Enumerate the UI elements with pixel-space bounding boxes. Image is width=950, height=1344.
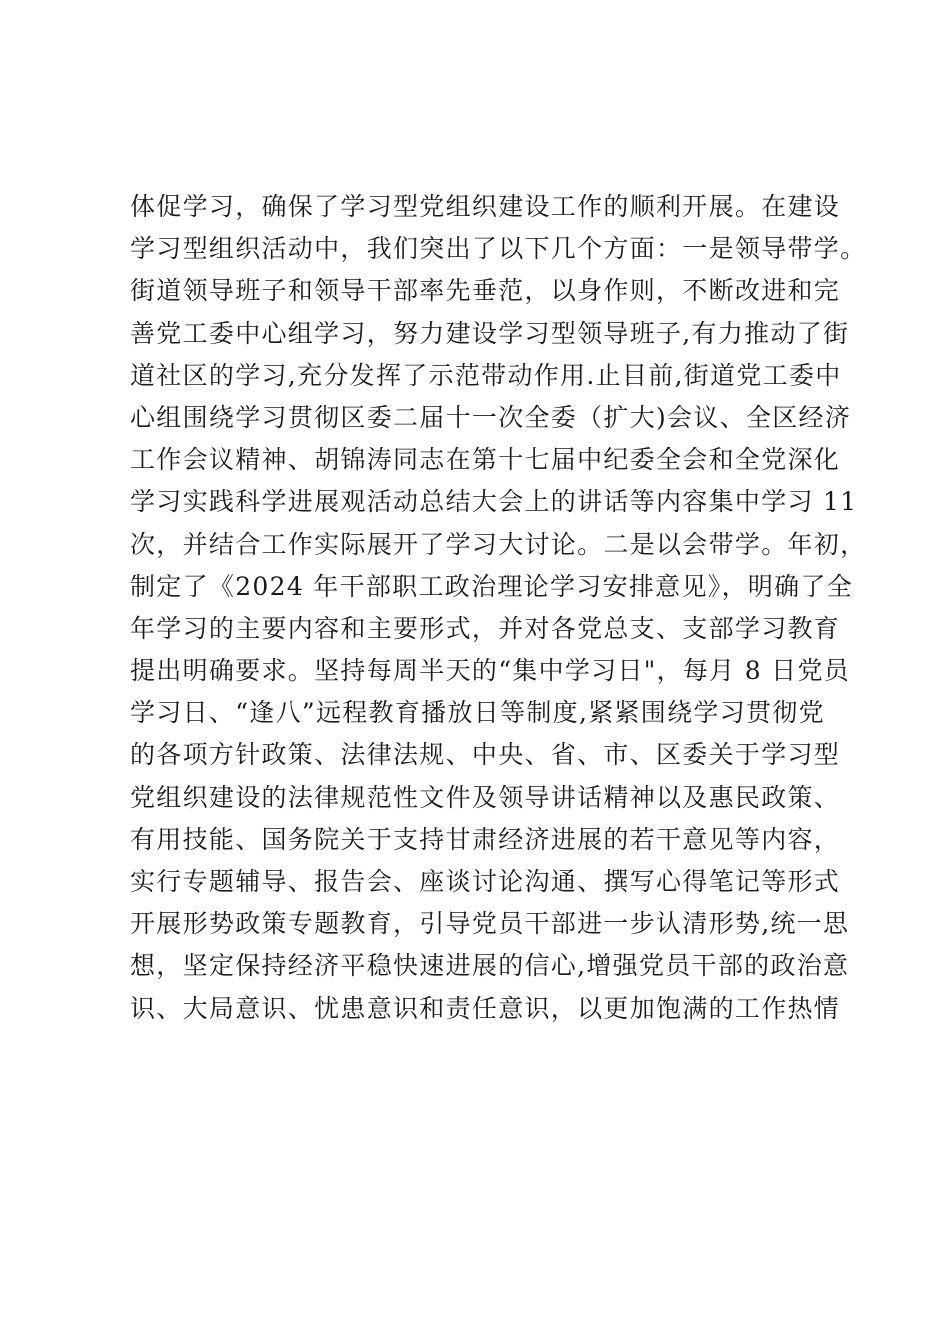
text-line: 制定了《2024 年干部职工政治理论学习安排意见》，明确了全 xyxy=(130,571,854,601)
text-line: 次，并结合工作实际展开了学习大讨论。二是以会带学。年初， xyxy=(130,529,867,559)
text-line: 有用技能、国务院关于支持甘肃经济进展的若干意见等内容， xyxy=(130,824,841,854)
text-line: 想，坚定保持经济平稳快速进展的信心,增强党员干部的政治意 xyxy=(130,951,850,981)
text-line: 学习日、“逢八”远程教育播放日等制度,紧紧围绕学习贯彻党 xyxy=(130,698,825,728)
text-line: 学习型组织活动中，我们突出了以下几个方面：一是领导带学。 xyxy=(130,234,867,264)
text-line: 道社区的学习,充分发挥了示范带动作用.止目前,街道党工委中 xyxy=(130,360,842,390)
text-line: 提出明确要求。坚持每周半天的“集中学习日"，每月 8 日党员 xyxy=(130,656,851,686)
text-line: 党组织建设的法律规范性文件及领导讲话精神以及惠民政策、 xyxy=(130,782,841,812)
text-line: 体促学习，确保了学习型党组织建设工作的顺利开展。在建设 xyxy=(130,192,841,221)
text-line: 开展形势政策专题教育，引导党员干部进一步认清形势,统一思 xyxy=(130,909,850,939)
text-line: 学习实践科学进展观活动总结大会上的讲话等内容集中学习 11 xyxy=(130,487,858,517)
text-line: 识、大局意识、忧患意识和责任意识，以更加饱满的工作热情 xyxy=(130,993,841,1023)
text-line: 善党工委中心组学习，努力建设学习型领导班子,有力推动了街 xyxy=(130,318,850,348)
body-paragraph xyxy=(130,186,867,1030)
text-line: 年学习的主要内容和主要形式，并对各党总支、支部学习教育 xyxy=(130,613,841,643)
text-line: 的各项方针政策、法律法规、中央、省、市、区委关于学习型 xyxy=(130,740,841,770)
text-line: 工作会议精神、胡锦涛同志在第十七届中纪委全会和全党深化 xyxy=(130,445,841,475)
text-line: 实行专题辅导、报告会、座谈讨论沟通、撰写心得笔记等形式 xyxy=(130,867,841,896)
text-line: 心组围绕学习贯彻区委二届十一次全委（扩大)会议、全区经济 xyxy=(130,402,852,432)
text-line: 街道领导班子和领导干部率先垂范，以身作则，不断改进和完 xyxy=(130,276,841,306)
